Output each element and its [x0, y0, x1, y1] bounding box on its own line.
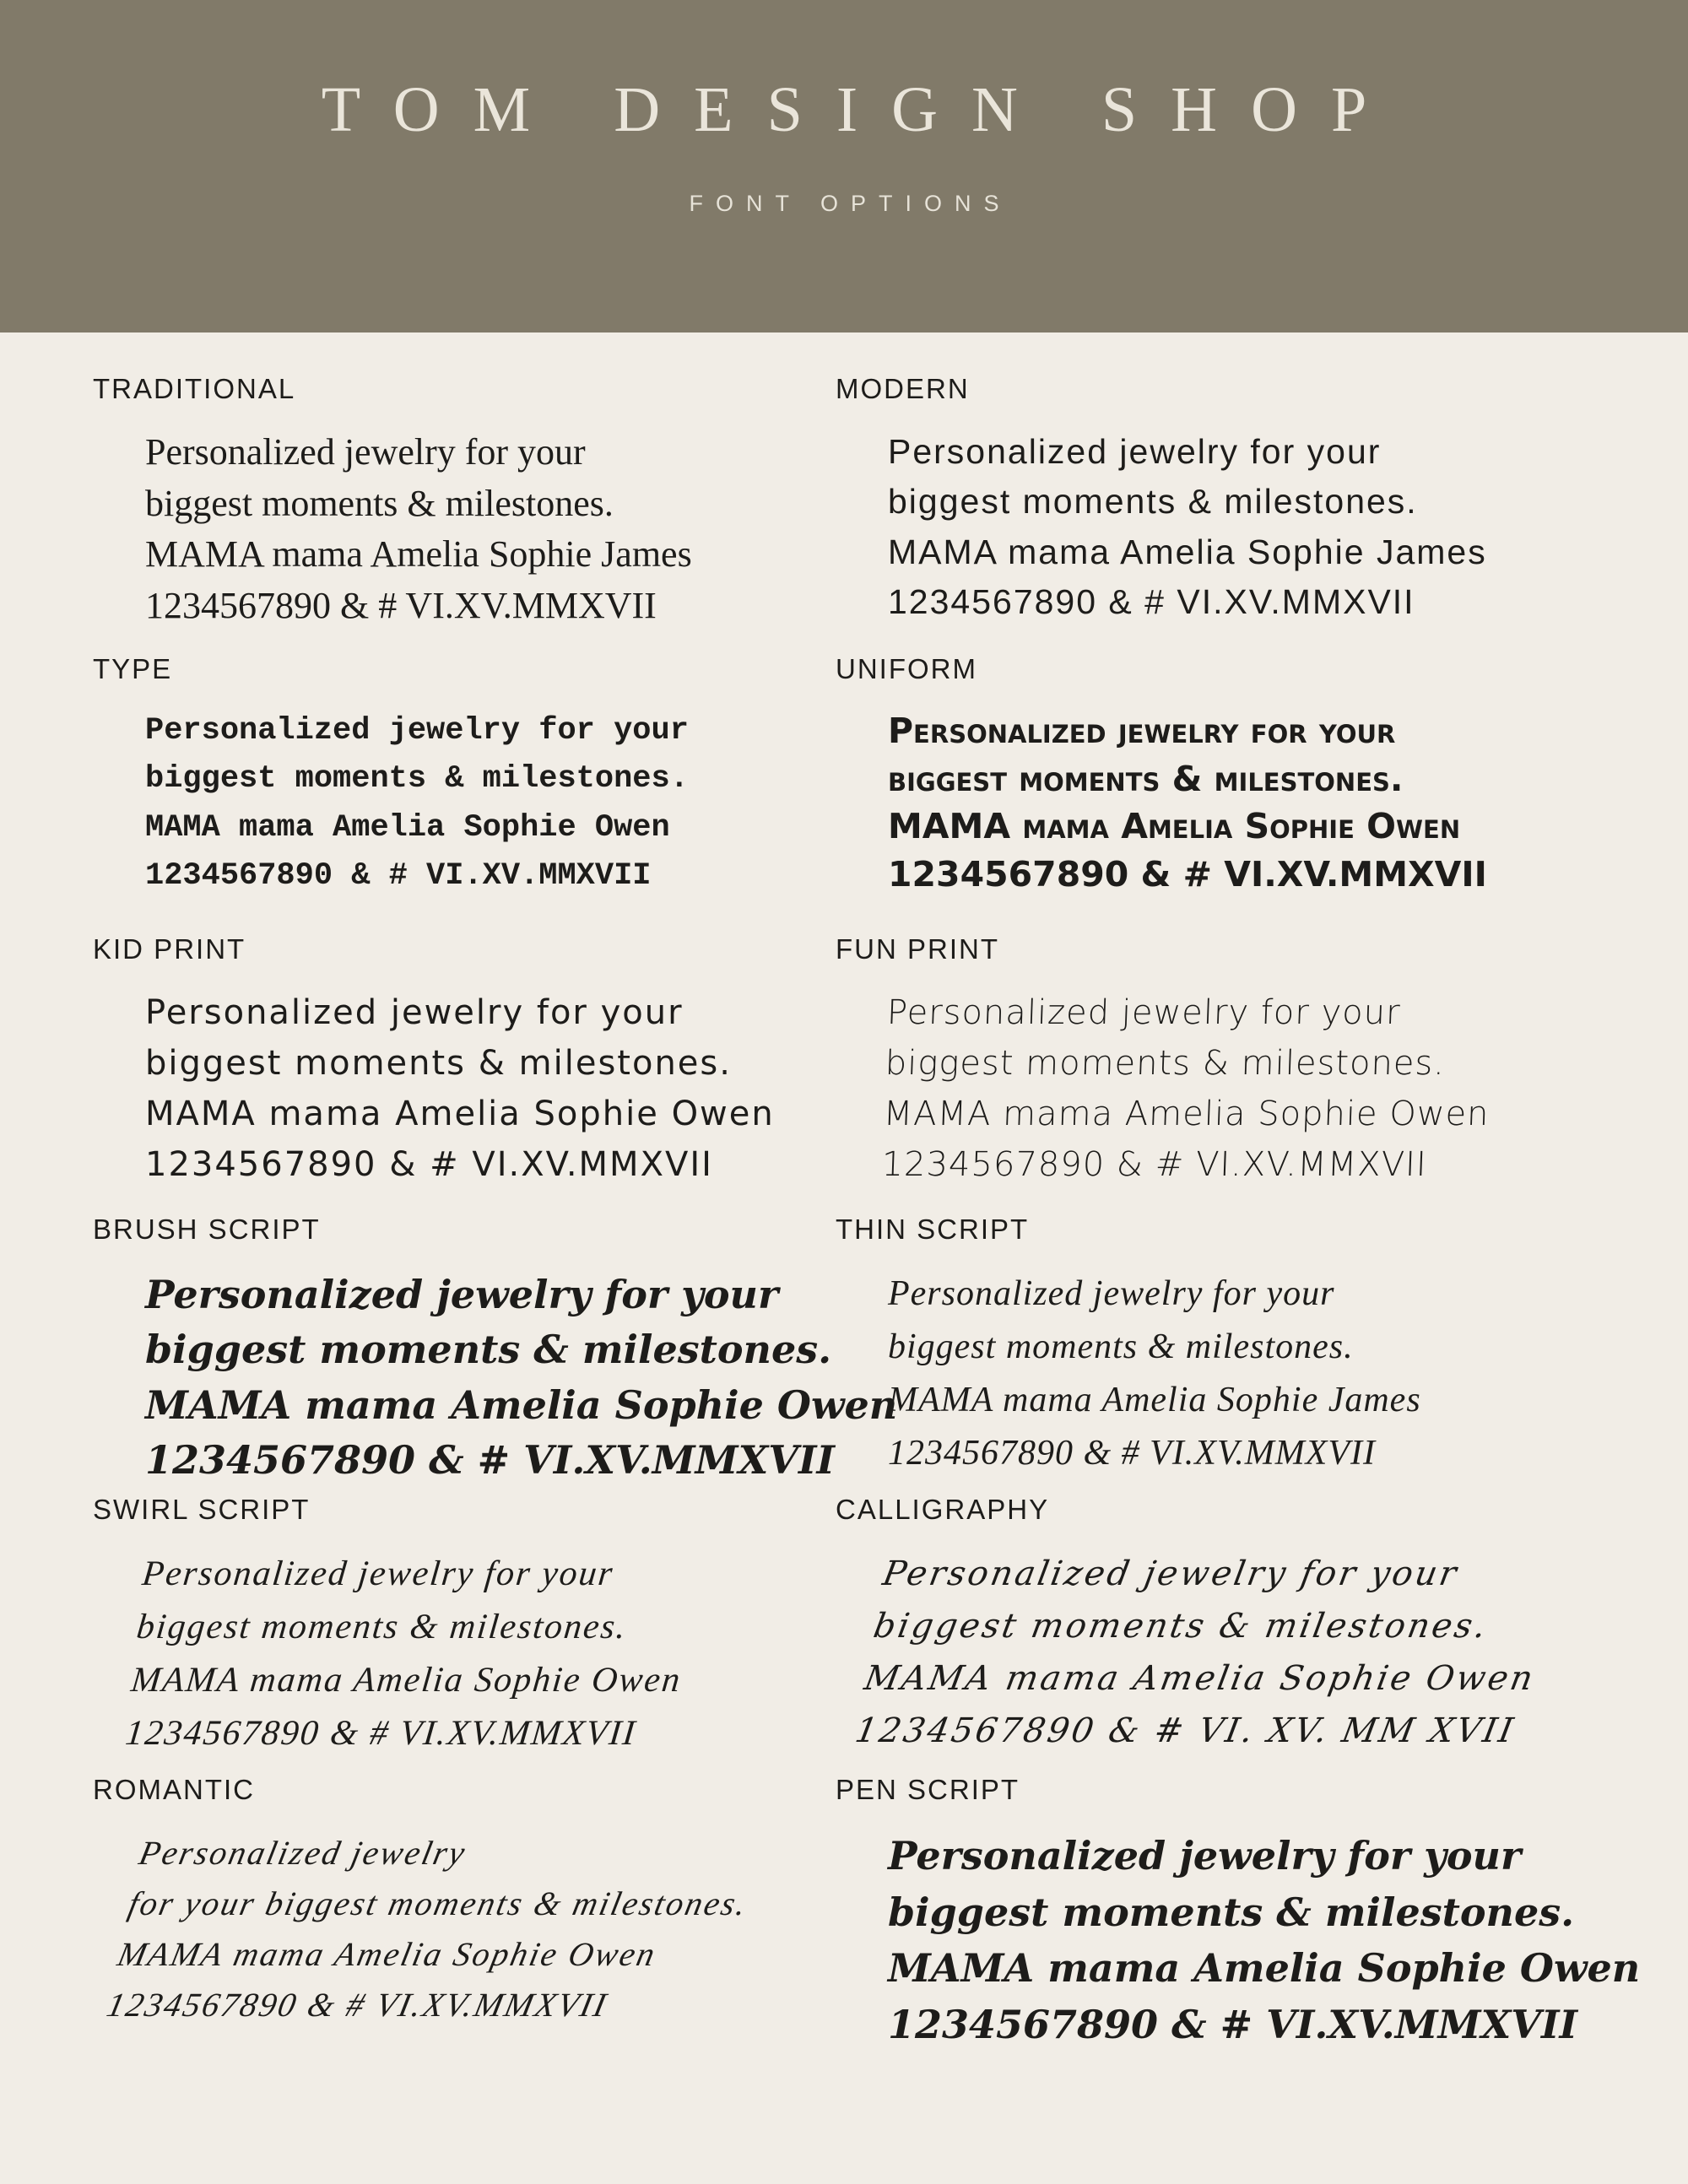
font-sample — [836, 1494, 1671, 1774]
font-sample-label: THIN SCRIPT — [836, 1214, 1030, 1245]
font-sample-text — [888, 1268, 1671, 1480]
sample-text-line: Personalized jewelry for your — [886, 993, 1402, 1032]
sample-text-line: 1234567890 & # VI.XV.MMXVII — [145, 1436, 836, 1483]
sample-text-line: 1234567890 & # VI.XV.MMXVII — [145, 1145, 713, 1184]
font-sample-label: PEN SCRIPT — [836, 1774, 1020, 1805]
font-sample-text — [102, 1828, 836, 2030]
sample-text-line: 1234567890 & # VI. XV. MM XVII — [852, 1711, 1519, 1750]
sample-text-line: biggest moments & milestones. — [888, 758, 1404, 799]
sample-text-line: biggest moments & milestones. — [134, 1608, 630, 1646]
font-sample-text — [145, 987, 836, 1190]
font-sample — [836, 373, 1671, 653]
font-sample-label: UNIFORM — [836, 653, 977, 684]
sample-text-line: Personalized jewelry for your — [145, 713, 689, 749]
shop-title: TOM DESIGN SHOP — [321, 74, 1401, 145]
sample-text-line: 1234567890 & # VI.XV.MMXVII — [888, 2002, 1578, 2048]
font-sample-label: KID PRINT — [93, 933, 246, 965]
sample-text-line: Personalized jewelry for your — [888, 432, 1382, 471]
font-sample — [836, 1214, 1671, 1494]
sample-text-line: Personalized jewelry for your — [145, 1272, 779, 1317]
sample-text-line: for your biggest moments & milestones. — [125, 1884, 752, 1922]
font-sample — [93, 933, 836, 1214]
sample-text-line: MAMA mama Amelia Sophie James — [145, 533, 692, 576]
font-sample — [93, 653, 836, 933]
font-sample-text — [145, 707, 836, 900]
sample-text-line: MAMA mama Amelia Sophie James — [888, 532, 1487, 571]
sample-text-line: Personalized jewelry for your — [879, 1554, 1462, 1593]
font-sample — [836, 1774, 1671, 2054]
sample-text-line: biggest moments & milestones. — [888, 1889, 1575, 1935]
page-subtitle: FONT OPTIONS — [689, 191, 1012, 216]
font-sample — [93, 1214, 898, 1494]
font-sample-label: TYPE — [93, 653, 173, 684]
sample-text-line: 1234567890 & # VI.XV.MMXVII — [888, 1434, 1376, 1473]
header-banner — [0, 0, 1688, 332]
font-sample-label: ROMANTIC — [93, 1774, 255, 1805]
sample-text-line: 1234567890 & # VI.XV.MMXVII — [888, 582, 1415, 622]
sample-text-line: 1234567890 & # VI.XV.MMXVII — [888, 853, 1487, 895]
sample-text-line: 1234567890 & # VI.XV.MMXVII — [123, 1714, 639, 1753]
sample-text-line: Personalized jewelry for your — [888, 1833, 1522, 1879]
font-sample-text — [881, 987, 1671, 1190]
sample-text-line: biggest moments & milestones. — [888, 482, 1418, 522]
font-samples-grid — [0, 332, 1688, 2054]
font-sample — [93, 373, 836, 653]
sample-text-line: MAMA mama Amelia Sophie Owen — [888, 1945, 1641, 1992]
font-sample-text — [888, 1828, 1671, 2053]
sample-text-line: Personalized jewelry for your — [888, 1274, 1335, 1313]
sample-text-line: MAMA mama Amelia Sophie Owen — [882, 1095, 1491, 1133]
sample-text-line: MAMA mama Amelia Sophie Owen — [145, 809, 670, 846]
font-sample-label: BRUSH SCRIPT — [93, 1214, 321, 1245]
font-sample-text — [851, 1548, 1671, 1757]
font-sample-text — [145, 1268, 898, 1488]
sample-text-line: MAMA mama Amelia Sophie Owen — [861, 1659, 1539, 1698]
sample-text-line: biggest moments & milestones. — [145, 1327, 832, 1373]
font-sample-label: TRADITIONAL — [93, 373, 296, 404]
sample-text-line: MAMA mama Amelia Sophie Owen — [145, 1381, 898, 1428]
sample-text-line: Personalized jewelry for your — [140, 1554, 616, 1593]
sample-text-line: MAMA mama Amelia Sophie Owen — [888, 806, 1461, 847]
font-sample-text — [888, 427, 1671, 628]
sample-text-line: Personalized jewelry for your — [888, 711, 1396, 751]
font-sample-label: SWIRL SCRIPT — [93, 1494, 311, 1525]
sample-text-line: biggest moments & milestones. — [870, 1607, 1491, 1646]
sample-text-line: biggest moments & milestones. — [885, 1044, 1446, 1083]
sample-text-line: Personalized jewelry for your — [145, 993, 684, 1032]
sample-text-line: MAMA mama Amelia Sophie James — [888, 1381, 1421, 1419]
font-sample — [93, 1494, 836, 1774]
sample-text-line: Personalized jewelry — [135, 1834, 471, 1872]
font-sample — [836, 653, 1671, 933]
font-sample-text — [145, 427, 836, 632]
sample-text-line: biggest moments & milestones. — [145, 1044, 732, 1083]
font-sample-label: MODERN — [836, 373, 970, 404]
sample-text-line: 1234567890 & # VI.XV.MMXVII — [103, 1986, 612, 2024]
sample-text-line: biggest moments & milestones. — [888, 1327, 1354, 1366]
font-sample-label: CALLIGRAPHY — [836, 1494, 1050, 1525]
sample-text-line: 1234567890 & # VI.XV.MMXVII — [145, 585, 657, 627]
sample-text-line: biggest moments & milestones. — [145, 482, 614, 524]
sample-text-line: MAMA mama Amelia Sophie Owen — [145, 1095, 775, 1133]
sample-text-line: 1234567890 & # VI.XV.MMXVII — [880, 1145, 1428, 1184]
sample-text-line: biggest moments & milestones. — [145, 761, 689, 797]
sample-text-line: MAMA mama Amelia Sophie Owen — [129, 1661, 684, 1700]
sample-text-line: 1234567890 & # VI.XV.MMXVII — [145, 858, 652, 895]
font-sample-text — [888, 707, 1671, 898]
font-sample — [93, 1774, 836, 2054]
font-sample — [836, 933, 1671, 1214]
sample-text-line: MAMA mama Amelia Sophie Owen — [114, 1935, 661, 1973]
font-sample-text — [123, 1548, 836, 1760]
sample-text-line: Personalized jewelry for your — [145, 431, 586, 473]
font-sample-label: FUN PRINT — [836, 933, 999, 965]
